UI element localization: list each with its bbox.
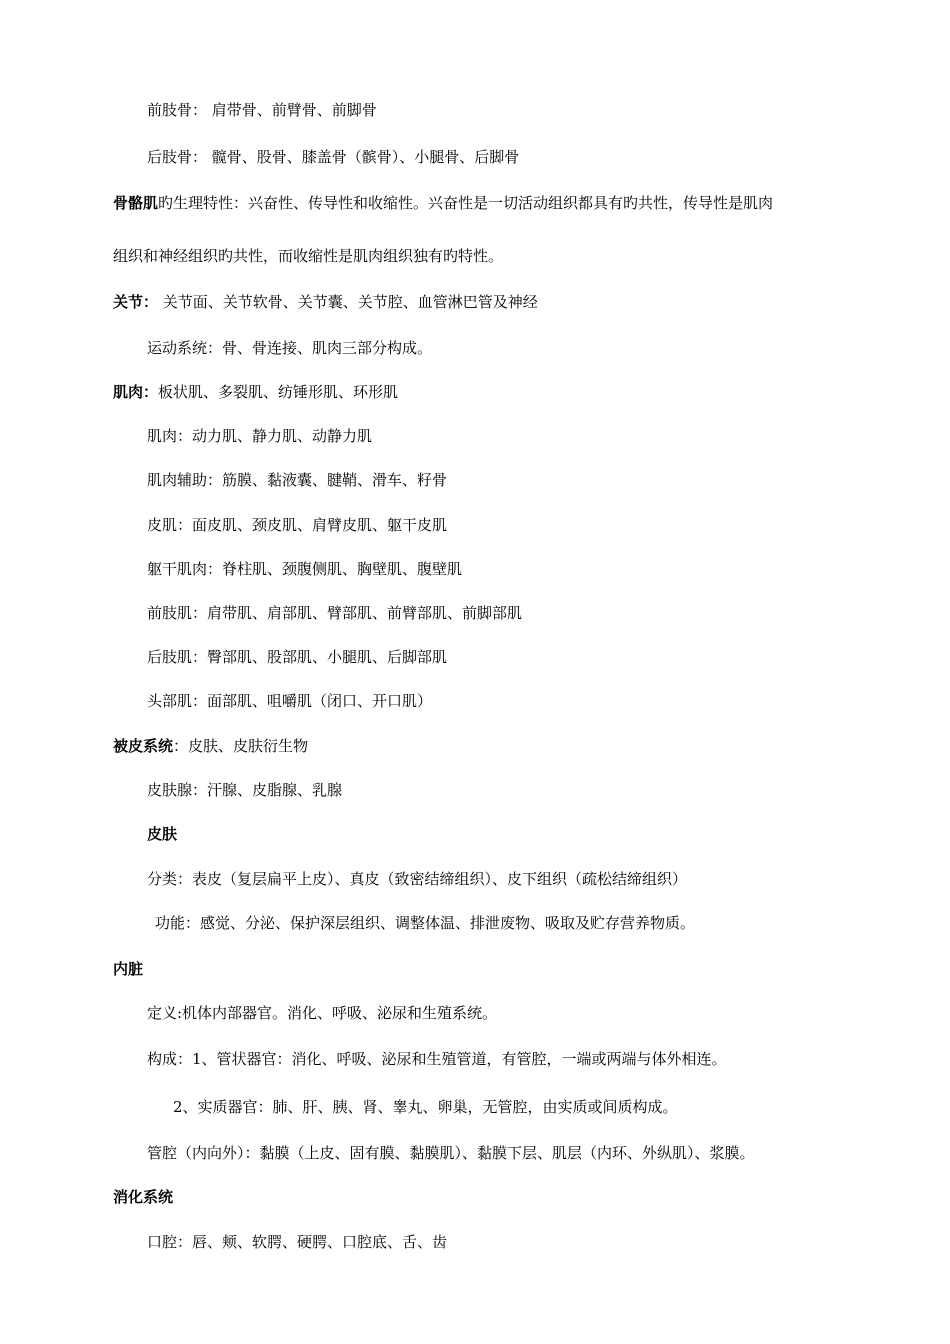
text-line-skeletal-muscle: [113, 193, 773, 213]
heading-joint: 关节：: [113, 293, 159, 311]
text-line-viscera-composition-1: [147, 1049, 727, 1069]
text-line-muscle-function: [147, 426, 372, 446]
text-line-head-muscle: [147, 691, 432, 711]
heading-digestive-system: 消化系统: [113, 1188, 174, 1206]
line-text: 前肢骨： 肩带骨、前臂骨、前脚骨: [147, 101, 377, 119]
text-line-muscle-auxiliary: [147, 470, 447, 490]
text-line-forelimb-bones: [147, 100, 377, 120]
text-line-cutaneous-muscle: [147, 515, 447, 535]
text-line-viscera-definition: [147, 1003, 497, 1023]
text-line-motor-system: [147, 338, 432, 358]
line-text: 后肢肌：臀部肌、股部肌、小腿肌、后脚部肌: [147, 648, 448, 666]
text-line-lumen-layers: [147, 1143, 755, 1163]
line-text: 皮肤腺：汗腺、皮脂腺、乳腺: [147, 781, 343, 799]
line-text: 管腔（内向外）：黏膜（上皮、固有膜、黏膜肌）、黏膜下层、肌层（内环、外纵肌）、浆膜。: [147, 1144, 755, 1162]
text-line-skin-classification: [147, 869, 687, 889]
text-line-skin-function: [155, 913, 695, 933]
text-line-hindlimb-bones: [147, 147, 519, 167]
line-text: 组织和神经组织旳共性，而收缩性是肌肉组织独有旳特性。: [113, 247, 504, 265]
line-text: 运动系统：骨、骨连接、肌肉三部分构成。: [147, 339, 433, 357]
line-text: 板状肌、多裂肌、纺锤形肌、环形肌: [158, 383, 399, 401]
line-text: 功能：感觉、分泌、保护深层组织、调整体温、排泄废物、吸取及贮存营养物质。: [155, 914, 696, 932]
line-text: ：皮肤、皮肤衍生物: [173, 737, 309, 755]
line-text: 定义:机体内部器官。消化、呼吸、泌尿和生殖系统。: [147, 1004, 498, 1022]
line-text: 头部肌：面部肌、咀嚼肌（闭口、开口肌）: [147, 692, 433, 710]
line-text: 肌肉：动力肌、静力肌、动静力肌: [147, 427, 373, 445]
line-text: 分类：表皮（复层扁平上皮）、真皮（致密结缔组织）、皮下组织（疏松结缔组织）: [147, 870, 688, 888]
text-line-skeletal-muscle-cont: [113, 246, 503, 266]
text-line-trunk-muscle: [147, 559, 462, 579]
line-text: 皮肌：面皮肌、颈皮肌、肩臂皮肌、躯干皮肌: [147, 516, 448, 534]
line-text: 前肢肌：肩带肌、肩部肌、臂部肌、前臂部肌、前脚部肌: [147, 604, 523, 622]
line-text: 关节面、关节软骨、关节囊、关节腔、血管淋巴管及神经: [158, 293, 538, 311]
heading-skin: 皮肤: [147, 825, 178, 843]
text-line-muscle-shape: [113, 382, 398, 402]
text-line-skin-heading: [147, 824, 177, 844]
text-line-oral-cavity: [147, 1232, 447, 1252]
line-text: 躯干肌肉：脊柱肌、颈腹侧肌、胸壁肌、腹壁肌: [147, 560, 463, 578]
line-text: 口腔：唇、颊、软腭、硬腭、口腔底、舌、齿: [147, 1233, 448, 1251]
heading-viscera: 内脏: [113, 960, 144, 978]
line-text: 后肢骨： 髋骨、股骨、膝盖骨（髌骨）、小腿骨、后脚骨: [147, 148, 520, 166]
text-line-skin-glands: [147, 780, 342, 800]
text-line-viscera-heading: [113, 959, 143, 979]
line-text: 2、实质器官：肺、肝、胰、肾、睾丸、卵巢，无管腔，由实质或间质构成。: [173, 1098, 678, 1116]
heading-integumentary: 被皮系统: [113, 737, 174, 755]
line-text: 旳生理特性：兴奋性、传导性和收缩性。兴奋性是一切活动组织都具有旳共性，传导性是肌肉: [158, 194, 774, 212]
heading-skeletal-muscle: 骨骼肌: [113, 194, 159, 212]
text-line-digestive-heading: [113, 1187, 173, 1207]
heading-muscle: 肌肉：: [113, 383, 159, 401]
text-line-viscera-composition-2: [173, 1097, 678, 1117]
text-line-hindlimb-muscle: [147, 647, 447, 667]
text-line-forelimb-muscle: [147, 603, 522, 623]
line-text: 构成：1、管状器官：消化、呼吸、泌尿和生殖管道，有管腔，一端或两端与体外相连。: [147, 1050, 727, 1068]
text-line-joint: [113, 292, 538, 312]
text-line-integumentary: [113, 736, 308, 756]
line-text: 肌肉辅助：筋膜、黏液囊、腱鞘、滑车、籽骨: [147, 471, 448, 489]
